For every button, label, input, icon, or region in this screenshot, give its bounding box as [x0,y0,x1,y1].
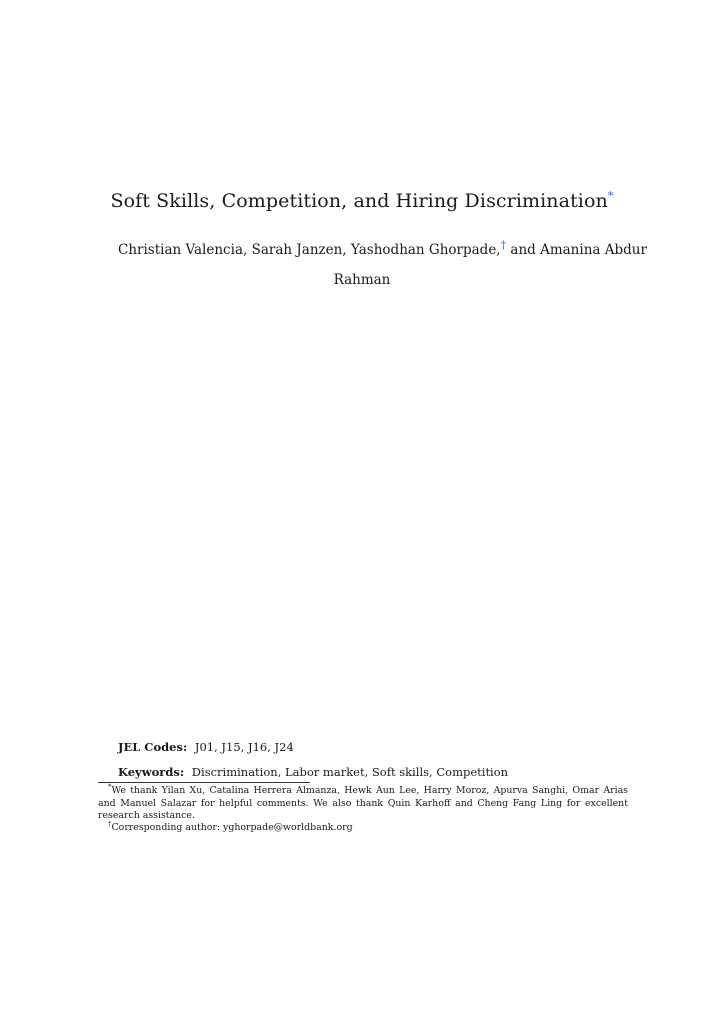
jel-label: JEL Codes: [118,740,188,754]
keywords [118,765,508,779]
footnote-acknowledgements [98,782,628,823]
footnote-divider [98,782,310,783]
authors-line-2: Rahman [333,272,391,288]
authors-line-1 [118,238,647,258]
footnote-2-mark: † [108,819,112,828]
paper-title [0,190,724,212]
footnote-2-text: Corresponding author: yghorpade@worldbank.org [111,822,353,833]
footnote-1-text: We thank Yilan Xu, Catalina Herrera Almanza, Hewk Aun Lee, Harry Moroz, Apurva Sanghi, Omar Arias and Manuel Salazar for helpful comments. We also thank Quin Karhoff and Cheng Fang Ling for excellent research assistance. [98,785,628,821]
title-text: Soft Skills, Competition, and Hiring Discrimination [110,190,608,212]
authors-prefix: Christian Valencia, Sarah Janzen, Yashodhan Ghorpade, [118,242,501,258]
keywords-label: Keywords: [118,765,185,779]
title-footnote-mark[interactable]: * [607,189,614,203]
authors-suffix: and Amanina Abdur [506,242,647,258]
jel-codes [118,740,294,754]
author-footnote-mark[interactable]: † [500,238,507,252]
jel-value: J01, J15, J16, J24 [194,740,294,754]
footnote-corresponding-author [98,819,628,835]
footnote-1-mark: * [108,782,112,791]
keywords-value: Discrimination, Labor market, Soft skills, Competition [191,765,509,779]
